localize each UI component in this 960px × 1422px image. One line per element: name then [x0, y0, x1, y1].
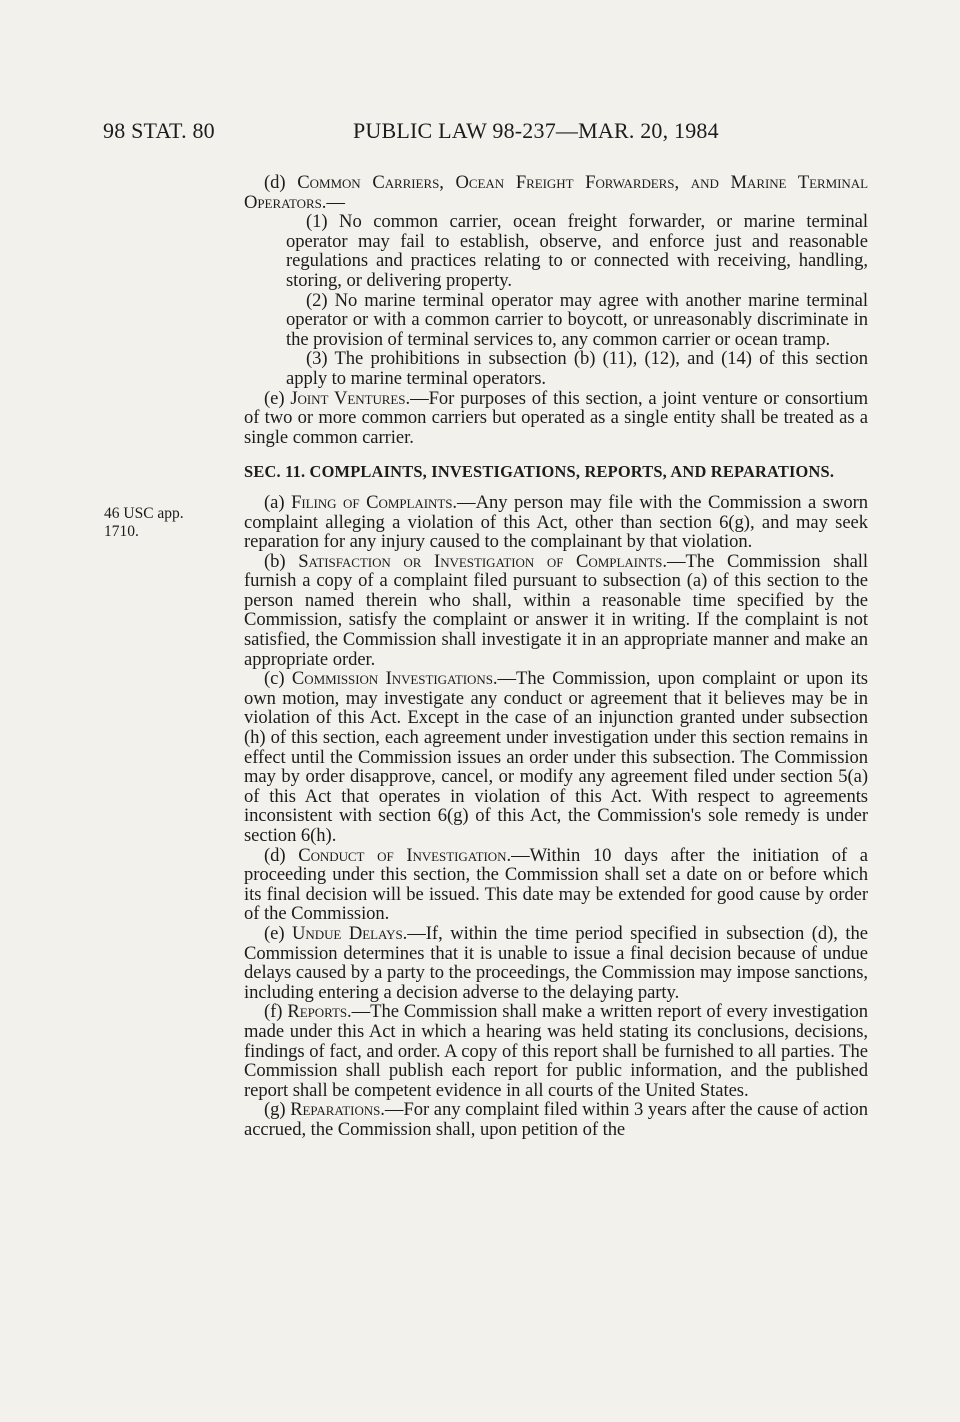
subsection-title: Reparations. [290, 1099, 385, 1121]
subsection-text: —Within 10 days after the initiation of a proceeding under this section, the Commission shall set a date on or before which its final decision will be issued. This date may be extended for good cause by order of the Commission. [244, 844, 868, 925]
subsection-e-joint-ventures [244, 389, 868, 448]
margin-citation-line2: 1710. [104, 523, 139, 540]
subsection-e-undue-delays [244, 924, 868, 1002]
statute-page-number: 98 STAT. 80 [103, 118, 215, 143]
subsection-g-reparations [244, 1100, 868, 1139]
paragraph-d3: (3) The prohibitions in subsection (b) (11), (12), and (14) of this section apply to marine terminal operators. [286, 348, 868, 389]
section-11-heading: SEC. 11. COMPLAINTS, INVESTIGATIONS, REPORTS, AND REPARATIONS. [244, 462, 835, 482]
subsection-c-investigations [244, 669, 868, 845]
subsection-a-filing [244, 493, 868, 552]
subsection-label: (a) [264, 491, 292, 513]
paragraph-d2: (2) No marine terminal operator may agree with another marine terminal operator or with a common carrier to boycott, or unreasonably discriminate in the provision of terminal services to, any common carrier or ocean tramp. [286, 289, 868, 350]
subsection-label: (d) [264, 844, 299, 866]
subsection-text: —The Commission shall furnish a copy of a complaint filed pursuant to subsection (a) of this section to the person named therein who shall, within a reasonable time specified by the Commission, satisfy the complaint or answer it in writing. If the complaint is not satisfied, the Commission shall investigate it in an appropriate manner and make an appropriate order. [244, 550, 868, 670]
subsection-title: Satisfaction or Investigation of Complaints. [298, 550, 667, 572]
subsection-label: (e) [264, 922, 293, 944]
subsection-label: (f) [264, 1001, 288, 1023]
subsection-label: (e) [264, 387, 291, 409]
margin-citation [104, 505, 214, 541]
subsection-title: Conduct of Investigation. [298, 844, 512, 866]
paragraph-d1: (1) No common carrier, ocean freight forwarder, or marine terminal operator may fail to establish, observe, and enforce just and reasonable regulations and practices relating to or connected with receiving, handling, storing, or delivering property. [286, 211, 868, 291]
subsection-text: —If, within the time period specified in subsection (d), the Commission determines that it is unable to issue a final decision because of undue delays caused by a party to the proceedings, the Commission may impose sanctions, including entering a decision adverse to the delaying party. [244, 922, 868, 1003]
subsection-label: (c) [264, 668, 292, 690]
margin-citation-line1: 46 USC app. [104, 505, 184, 522]
subsection-text: —Any person may file with the Commission a sworn complaint alleging a violation of this Act, other than section 6(g), and may seek reparation for any injury caused to the complainant by that violation. [244, 491, 869, 553]
subsection-text: —The Commission, upon complaint or upon its own motion, may investigate any conduct or agreement that it believes may be in violation of this Act. Except in the case of an injunction granted under subsection (h) of this section, each agreement under investigation under this section remains in effect until the Commission issues an order under this subsection. The Commission may by order disapprove, cancel, or modify any agreement filed under section 5(a) of this Act that operates in violation of this Act. With respect to agreements inconsistent with section 6(g) of this Act, the Commission's sole remedy is under section 6(h). [244, 668, 868, 846]
document-body [244, 173, 868, 1140]
subsection-text: —For purposes of this section, a joint venture or consortium of two or more common carriers but operated as a single entity shall be treated as a single common carrier. [244, 387, 868, 448]
subsection-label: (b) [264, 550, 299, 572]
subsection-d-heading [244, 173, 868, 212]
subsection-d-label: (d) [264, 172, 298, 193]
page-header [103, 118, 863, 148]
subsection-title: Commission Investigations. [291, 668, 498, 690]
subsection-b-satisfaction [244, 552, 868, 670]
subsection-title: Reports. [287, 1001, 352, 1023]
subsection-text: —The Commission shall make a written report of every investigation made under this Act in which a hearing was held stating its conclusions, decisions, findings of fact, and order. A copy of this report shall be furnished to all parties. The Commission shall publish each report for public information, and the published report shall be competent evidence in all courts of the United States. [244, 1001, 868, 1101]
subsection-label: (g) [264, 1099, 291, 1121]
subsection-d-conduct [244, 846, 868, 924]
subsection-title: Filing of Complaints. [291, 491, 458, 513]
subsection-text: —For any complaint filed within 3 years after the cause of action accrued, the Commission shall, upon petition of the [244, 1099, 868, 1140]
subsection-d-dash: — [326, 191, 345, 213]
subsection-title: Joint Ventures. [290, 387, 411, 409]
public-law-title: PUBLIC LAW 98-237—MAR. 20, 1984 [353, 118, 719, 143]
subsection-title: Undue Delays. [292, 922, 408, 944]
subsection-d-title: Common Carriers, Ocean Freight Forwarders, and Marine Terminal Operators. [244, 172, 868, 213]
subsection-f-reports [244, 1002, 868, 1100]
